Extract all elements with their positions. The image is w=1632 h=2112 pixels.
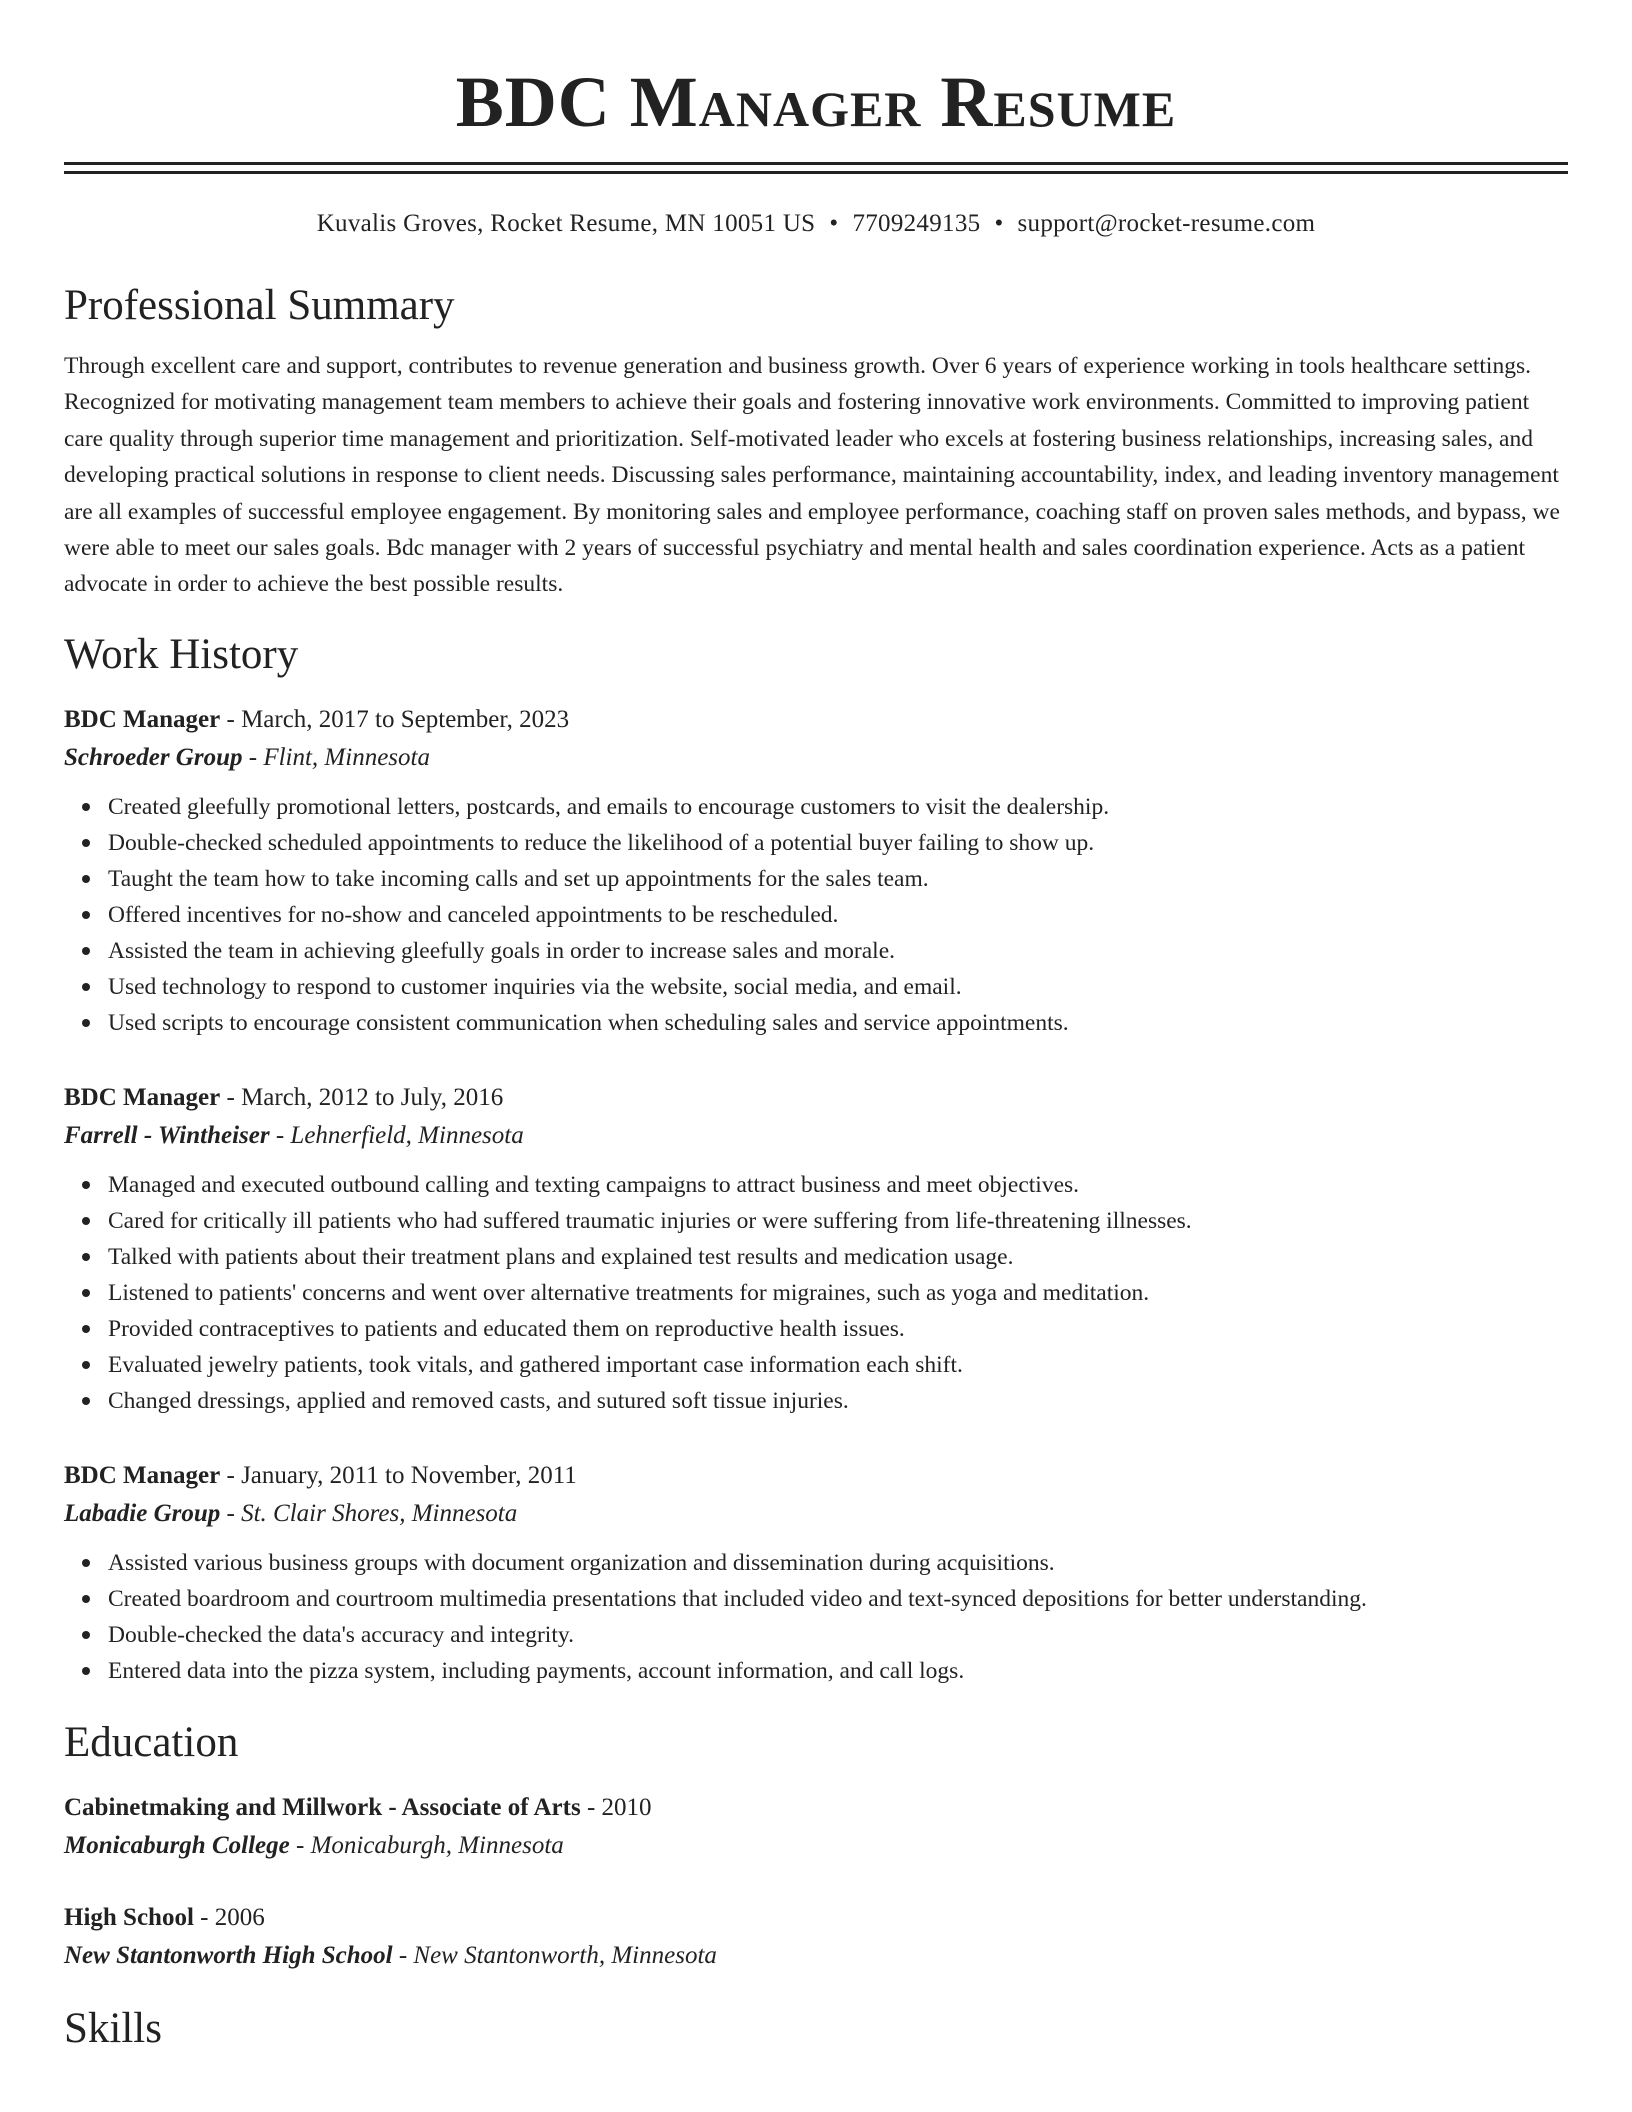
school-name: Monicaburgh College bbox=[64, 1831, 290, 1859]
contact-phone: 7709249135 bbox=[852, 210, 981, 237]
bullet-text: Created gleefully promotional letters, postcards, and emails to encourage customers to visit the dealership. bbox=[108, 793, 1110, 820]
list-item bbox=[108, 789, 1568, 825]
job-company-line bbox=[64, 739, 1568, 777]
contact-separator: • bbox=[829, 210, 839, 237]
bullet-text: Created boardroom and courtroom multimedia presentations that included video and text-synced depositions for better understanding. bbox=[108, 1585, 1367, 1612]
company-location: St. Clair Shores, Minnesota bbox=[241, 1499, 518, 1527]
work-history-list bbox=[64, 701, 1568, 1689]
job-bullets bbox=[64, 1545, 1568, 1689]
list-item bbox=[108, 1617, 1568, 1653]
company-location: Lehnerfield, Minnesota bbox=[290, 1121, 524, 1149]
graduation-year: 2006 bbox=[214, 1903, 265, 1931]
list-item bbox=[108, 861, 1568, 897]
bullet-icon bbox=[82, 983, 90, 991]
job-title-line bbox=[64, 1457, 1568, 1495]
bullet-icon bbox=[82, 1397, 90, 1405]
job-bullets bbox=[64, 789, 1568, 1041]
company-name: Schroeder Group bbox=[64, 743, 243, 771]
school-name-wrap bbox=[64, 1942, 393, 1969]
bullet-text: Managed and executed outbound calling and texting campaigns to attract business and meet objectives. bbox=[108, 1171, 1080, 1198]
section-heading-education: Education bbox=[64, 1718, 239, 1766]
job-title: BDC Manager bbox=[64, 1083, 221, 1111]
list-item bbox=[108, 1275, 1568, 1311]
job-entry bbox=[64, 701, 1568, 1041]
dash-separator: - bbox=[242, 743, 264, 771]
resume-page bbox=[64, 0, 1568, 2055]
section-heading-summary: Professional Summary bbox=[64, 282, 455, 329]
bullet-icon bbox=[82, 1289, 90, 1297]
school-location: Monicaburgh, Minnesota bbox=[310, 1831, 564, 1859]
job-title: BDC Manager bbox=[64, 1461, 221, 1489]
list-item bbox=[108, 1311, 1568, 1347]
job-dates: January, 2011 to November, 2011 bbox=[241, 1461, 577, 1489]
education-list bbox=[64, 1789, 1568, 1975]
bullet-text: Talked with patients about their treatment plans and explained test results and medication usage. bbox=[108, 1243, 1014, 1270]
degree-line bbox=[64, 1789, 1568, 1827]
bullet-text: Provided contraceptives to patients and educated them on reproductive health issues. bbox=[108, 1315, 905, 1342]
school-line bbox=[64, 1937, 1568, 1975]
degree-name: Cabinetmaking and Millwork - Associate of Arts bbox=[64, 1793, 581, 1821]
bullet-text: Listened to patients' concerns and went over alternative treatments for migraines, such as yoga and meditation. bbox=[108, 1279, 1150, 1306]
job-title-line bbox=[64, 1079, 1568, 1117]
dash-separator: - bbox=[289, 1831, 311, 1859]
bullet-icon bbox=[82, 1559, 90, 1567]
contact-address: Kuvalis Groves, Rocket Resume, MN 10051 US bbox=[316, 210, 816, 237]
job-dates: March, 2017 to September, 2023 bbox=[241, 705, 570, 733]
job-entry bbox=[64, 1079, 1568, 1419]
company-name-wrap bbox=[64, 1122, 270, 1149]
education-entry bbox=[64, 1899, 1568, 1975]
bullet-icon bbox=[82, 1631, 90, 1639]
education-entry bbox=[64, 1789, 1568, 1865]
bullet-icon bbox=[82, 1181, 90, 1189]
contact-separator: • bbox=[994, 210, 1004, 237]
bullet-text: Double-checked the data's accuracy and integrity. bbox=[108, 1621, 574, 1648]
dash-separator: - bbox=[193, 1903, 215, 1931]
bullet-icon bbox=[82, 1325, 90, 1333]
dash-separator: - bbox=[392, 1941, 414, 1969]
list-item bbox=[108, 1347, 1568, 1383]
bullet-text: Entered data into the pizza system, including payments, account information, and call logs. bbox=[108, 1657, 965, 1684]
dash-separator: - bbox=[220, 1083, 242, 1111]
job-company-line bbox=[64, 1495, 1568, 1533]
job-title: BDC Manager bbox=[64, 705, 221, 733]
graduation-year: 2010 bbox=[601, 1793, 652, 1821]
bullet-text: Double-checked scheduled appointments to reduce the likelihood of a potential buyer failing to show up. bbox=[108, 829, 1095, 856]
bullet-icon bbox=[82, 1253, 90, 1261]
dash-separator: - bbox=[220, 705, 242, 733]
school-location: New Stantonworth, Minnesota bbox=[413, 1941, 717, 1969]
degree-line bbox=[64, 1899, 1568, 1937]
bullet-text: Assisted various business groups with document organization and dissemination during acquisitions. bbox=[108, 1549, 1055, 1576]
bullet-text: Evaluated jewelry patients, took vitals, and gathered important case information each shift. bbox=[108, 1351, 963, 1378]
company-name: Labadie Group bbox=[64, 1499, 221, 1527]
list-item bbox=[108, 1005, 1568, 1041]
list-item bbox=[108, 969, 1568, 1005]
list-item bbox=[108, 1203, 1568, 1239]
bullet-icon bbox=[82, 911, 90, 919]
list-item bbox=[108, 933, 1568, 969]
list-item bbox=[108, 897, 1568, 933]
bullet-text: Cared for critically ill patients who had suffered traumatic injuries or were suffering from life-threatening illnesses. bbox=[108, 1207, 1192, 1234]
dash-separator: - bbox=[220, 1461, 242, 1489]
bullet-icon bbox=[82, 875, 90, 883]
degree-name: High School bbox=[64, 1903, 194, 1931]
job-entry bbox=[64, 1457, 1568, 1689]
list-item bbox=[108, 1545, 1568, 1581]
section-heading-skills: Skills bbox=[64, 2004, 162, 2052]
dash-separator: - bbox=[220, 1499, 242, 1527]
company-name-wrap bbox=[64, 744, 243, 771]
bullet-text: Used technology to respond to customer inquiries via the website, social media, and email. bbox=[108, 973, 962, 1000]
bullet-icon bbox=[82, 803, 90, 811]
contact-email: support@rocket-resume.com bbox=[1017, 210, 1316, 237]
job-bullets bbox=[64, 1167, 1568, 1419]
bullet-text: Taught the team how to take incoming calls and set up appointments for the sales team. bbox=[108, 865, 929, 892]
list-item bbox=[108, 1581, 1568, 1617]
summary-text: Through excellent care and support, contributes to revenue generation and business growth. Over 6 years of experience working in tools healthcare settings. Recognized for motivating management team members to achieve their goals and fostering innovative work environments. Committed to improving patient care quality through superior time management and prioritization. Self-motivated leader who excels at fostering business relationships, increasing sales, and developing practical solutions in response to client needs. Discussing sales performance, maintaining accountability, index, and leading inventory management are all examples of successful employee engagement. By monitoring sales and employee performance, coaching staff on proven sales methods, and bypass, we were able to meet our sales goals. Bdc manager with 2 years of successful psychiatry and mental health and sales coordination experience. Acts as a patient advocate in order to achieve the best possible results. bbox=[64, 353, 1560, 598]
dash-separator: - bbox=[269, 1121, 291, 1149]
bullet-icon bbox=[82, 947, 90, 955]
bullet-text: Assisted the team in achieving gleefully goals in order to increase sales and morale. bbox=[108, 937, 895, 964]
bullet-icon bbox=[82, 1361, 90, 1369]
job-title-line bbox=[64, 701, 1568, 739]
section-heading-work-history: Work History bbox=[64, 630, 299, 678]
list-item bbox=[108, 1383, 1568, 1419]
school-line bbox=[64, 1827, 1568, 1865]
list-item bbox=[108, 1653, 1568, 1689]
bullet-icon bbox=[82, 1019, 90, 1027]
contact-line bbox=[64, 208, 1568, 240]
title-double-rule bbox=[64, 162, 1568, 174]
list-item bbox=[108, 1167, 1568, 1203]
bullet-icon bbox=[82, 1595, 90, 1603]
resume-title: BDC Manager Resume bbox=[455, 62, 1177, 142]
bullet-icon bbox=[82, 839, 90, 847]
job-dates: March, 2012 to July, 2016 bbox=[241, 1083, 504, 1111]
company-name: Farrell - Wintheiser bbox=[64, 1121, 270, 1149]
dash-separator: - bbox=[580, 1793, 602, 1821]
bullet-text: Changed dressings, applied and removed casts, and sutured soft tissue injuries. bbox=[108, 1387, 849, 1414]
list-item bbox=[108, 825, 1568, 861]
bullet-text: Offered incentives for no-show and canceled appointments to be rescheduled. bbox=[108, 901, 839, 928]
bullet-icon bbox=[82, 1217, 90, 1225]
bullet-text: Used scripts to encourage consistent communication when scheduling sales and service appointments. bbox=[108, 1009, 1069, 1036]
school-name: New Stantonworth High School bbox=[64, 1941, 393, 1969]
school-name-wrap bbox=[64, 1832, 290, 1859]
company-location: Flint, Minnesota bbox=[263, 743, 430, 771]
list-item bbox=[108, 1239, 1568, 1275]
company-name-wrap bbox=[64, 1500, 220, 1527]
bullet-icon bbox=[82, 1667, 90, 1675]
job-company-line bbox=[64, 1117, 1568, 1155]
